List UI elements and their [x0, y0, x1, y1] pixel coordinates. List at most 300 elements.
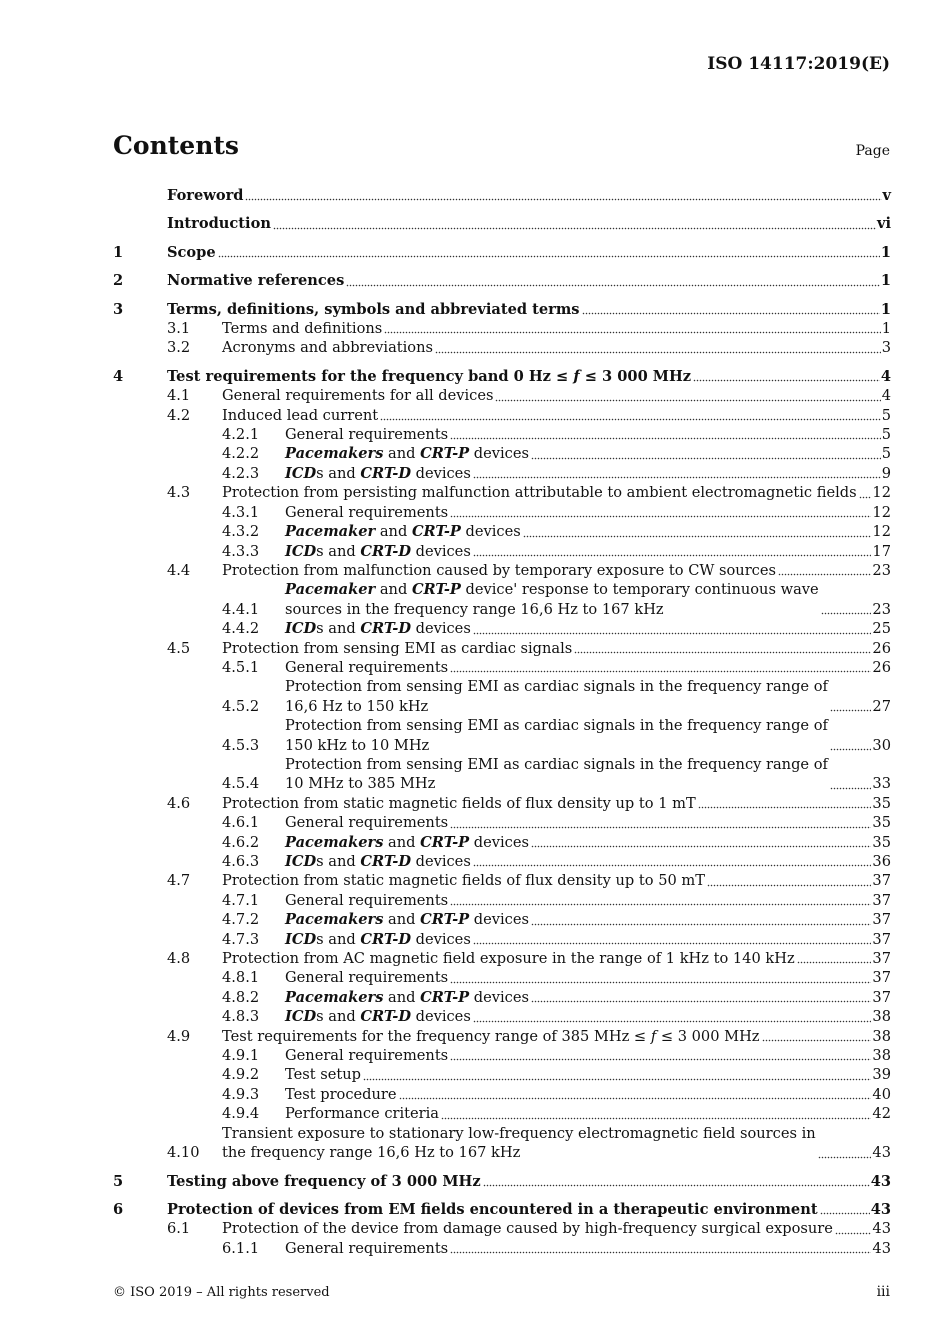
toc-entry-title-continuation: sources in the frequency range 16,6 Hz to 167 kHz [285, 600, 664, 618]
toc-entry-title-part: CRT-D [360, 464, 411, 482]
toc-entry-title-part: Test setup [285, 1066, 361, 1084]
toc-entry[interactable] [113, 386, 891, 405]
toc-entry-body [285, 968, 891, 987]
toc-entry-title-line [285, 1240, 448, 1257]
toc-entry-title [167, 243, 216, 262]
toc-entry[interactable] [113, 542, 891, 561]
toc-dot-leader [435, 351, 881, 354]
toc-entry-body [285, 580, 891, 619]
toc-entry-page: 1 [880, 243, 891, 261]
toc-entry-title-part: CRT-P [420, 833, 470, 851]
toc-entry-title [285, 852, 471, 871]
toc-entry-number: 4.2.3 [222, 464, 260, 482]
toc-entry-page: 37 [872, 988, 891, 1006]
toc-entry-number: 5 [113, 1172, 124, 1190]
toc-entry-title [285, 580, 819, 619]
toc-entry-title-part: s and [316, 464, 361, 482]
toc-entry-title-line [285, 1008, 471, 1025]
toc-entry[interactable] [113, 1239, 891, 1258]
toc-entry-title-line [285, 911, 529, 928]
toc-dot-leader [830, 709, 872, 712]
toc-entry-title [167, 271, 344, 290]
toc-entry-title-part: and [375, 523, 412, 541]
toc-entry-body [222, 319, 891, 338]
toc-entry-title [285, 464, 471, 483]
toc-entry-title-line [285, 1105, 439, 1122]
toc-entry-number: 3 [113, 300, 124, 318]
toc-entry-title-part: Protection from sensing EMI as cardiac signals in the frequency range of [285, 717, 828, 735]
toc-entry-title-part: Pacemakers [285, 833, 384, 851]
toc-entry-body [167, 1200, 891, 1219]
toc-dot-leader [473, 1020, 872, 1023]
toc-entry-number: 6.1.1 [222, 1239, 260, 1257]
toc-entry-title-line [285, 834, 529, 851]
toc-dot-leader [450, 515, 871, 518]
toc-entry-number: 3.1 [167, 320, 191, 338]
toc-entry-title-line [285, 756, 828, 773]
toc-entry-number: 4.6 [167, 794, 191, 812]
toc-entry-body [167, 186, 891, 205]
toc-entry-title-line [222, 950, 795, 967]
toc-entry[interactable] [113, 813, 891, 832]
toc-entry-title [285, 658, 448, 677]
toc-entry-title-line [222, 387, 493, 404]
toc-entry-title [167, 1200, 818, 1219]
toc-entry-page: 36 [872, 853, 891, 870]
toc-entry-title-line [222, 1028, 760, 1045]
toc-entry-title [222, 949, 795, 968]
toc-entry-title [222, 561, 776, 580]
toc-entry-body [285, 891, 891, 910]
toc-dot-leader [450, 981, 871, 984]
toc-entry[interactable] [113, 677, 891, 716]
toc-entry-title-line [167, 368, 691, 385]
toc-entry-title-line [285, 620, 471, 637]
toc-entry[interactable] [113, 988, 891, 1007]
toc-entry-number: 4.8.2 [222, 988, 260, 1006]
toc-entry-title-part: devices [410, 1008, 471, 1026]
toc-entry-body [167, 243, 891, 262]
toc-entry-title-line [222, 320, 382, 337]
toc-entry-title [167, 367, 691, 386]
toc-entry-title-line [222, 407, 378, 424]
toc-entry-title-part: ICD [285, 930, 317, 948]
toc-entry-number: 4.5.3 [222, 736, 260, 754]
toc-entry-title-part: and [383, 833, 421, 851]
toc-entry-title-line [167, 187, 243, 204]
toc-entry-body [285, 930, 891, 949]
toc-entry-page: 23 [872, 561, 891, 579]
toc-entry-page: 43 [872, 1239, 891, 1257]
toc-entry[interactable] [113, 503, 891, 522]
toc-entry[interactable] [113, 755, 891, 794]
toc-entry-number: 4.7 [167, 872, 191, 890]
toc-entry-title [285, 522, 521, 541]
toc-entry-number: 4.6.1 [222, 814, 260, 832]
toc-entry-page: 37 [872, 969, 891, 987]
toc-entry-title [222, 483, 857, 502]
toc-entry-page: 30 [872, 736, 891, 754]
page-column-label: Page [855, 143, 890, 159]
toc-entry-title-part: CRT-P [411, 581, 461, 599]
toc-entry-title-line [222, 795, 696, 812]
toc-entry-title-part: devices [410, 620, 471, 638]
toc-entry-title [222, 1124, 816, 1163]
toc-entry-number: 4.1 [167, 387, 191, 405]
toc-entry-number: 4.7.3 [222, 930, 260, 948]
toc-dot-leader [473, 632, 872, 635]
toc-entry-title-line [167, 215, 271, 232]
toc-entry-number: 4.5 [167, 639, 191, 657]
toc-entry-page: 5 [881, 445, 891, 463]
toc-entry[interactable] [113, 949, 891, 968]
toc-dot-leader [473, 476, 881, 479]
toc-entry-title-line [222, 640, 572, 657]
toc-entry-page: 37 [872, 950, 891, 968]
toc-entry-page: 35 [872, 833, 891, 851]
toc-entry[interactable] [113, 425, 891, 444]
toc-entry-body [222, 386, 891, 405]
toc-entry-title-part: Test procedure [285, 1085, 397, 1103]
toc-entry-title-line [285, 523, 521, 540]
toc-entry-body [285, 988, 891, 1007]
toc-entry-title [285, 930, 471, 949]
toc-entry-title [222, 406, 378, 425]
toc-entry-page: 38 [872, 1047, 891, 1065]
toc-entry-body [285, 425, 891, 444]
toc-entry-title-line [285, 426, 448, 443]
toc-entry-title-part: Foreword [167, 187, 244, 204]
toc-entry[interactable] [113, 561, 891, 580]
toc-entry-body [285, 444, 891, 463]
toc-entry-title [285, 988, 529, 1007]
toc-entry-page: 26 [872, 639, 891, 657]
toc-entry-page: 38 [872, 1027, 891, 1045]
toc-entry-title [285, 1046, 448, 1065]
toc-entry[interactable] [113, 367, 891, 386]
toc-entry-title-part: Pacemaker [285, 523, 376, 541]
toc-entry-number: 4.2.2 [222, 445, 260, 463]
page-number: iii [876, 1284, 890, 1300]
toc-entry[interactable] [113, 658, 891, 677]
toc-dot-leader [574, 651, 871, 654]
toc-entry-page: 27 [872, 697, 891, 715]
toc-dot-leader [245, 198, 881, 201]
toc-entry-title-part: Protection of the device from damage caused by high-frequency surgical exposure [222, 1220, 833, 1238]
toc-dot-leader [273, 227, 876, 230]
toc-entry[interactable] [113, 1219, 891, 1238]
toc-entry-title-line [285, 853, 471, 870]
toc-entry-title-part: ≤ 3 000 MHz [579, 367, 692, 385]
toc-entry-title [285, 542, 471, 561]
toc-entry-title-part: f [573, 367, 580, 385]
toc-entry-title [167, 1172, 481, 1191]
toc-entry[interactable] [113, 794, 891, 813]
toc-dot-leader [450, 1251, 871, 1254]
toc-entry-title [285, 891, 448, 910]
toc-entry-title-part: s and [316, 542, 361, 560]
toc-entry-number: 4.9.2 [222, 1066, 260, 1084]
toc-entry-title-part: and [383, 445, 421, 463]
toc-dot-leader [707, 884, 871, 887]
toc-entry-title-part: General requirements [285, 426, 449, 444]
toc-entry[interactable] [113, 300, 891, 319]
toc-dot-leader [450, 903, 871, 906]
toc-entry-title-part: Test requirements for the frequency range of 385 MHz ≤ [222, 1027, 651, 1045]
toc-dot-leader [698, 806, 872, 809]
toc-entry-number: 4.3.3 [222, 542, 260, 560]
toc-entry-title-part: Protection from persisting malfunction attributable to ambient electromagnetic fields [222, 484, 857, 502]
toc-entry[interactable] [113, 338, 891, 357]
toc-entry-number: 1 [113, 243, 124, 261]
toc-entry-body [285, 813, 891, 832]
toc-entry-title-part: CRT-D [360, 1008, 411, 1026]
toc-entry[interactable] [113, 1124, 891, 1163]
toc-entry-number: 4.5.2 [222, 697, 260, 715]
toc-entry-title-part: CRT-D [360, 853, 411, 870]
toc-entry-title [167, 214, 271, 233]
toc-entry-title-line [285, 892, 448, 909]
toc-entry-title-part: Pacemakers [285, 445, 384, 463]
toc-entry[interactable] [113, 968, 891, 987]
toc-entry-title-part: s and [316, 620, 361, 638]
table-of-contents [113, 186, 891, 1258]
toc-entry-title-line [285, 678, 828, 695]
toc-entry-title-line [285, 1047, 448, 1064]
toc-entry-title-part: Test requirements for the frequency band 0 Hz ≤ [167, 367, 574, 385]
toc-entry-body [285, 677, 891, 716]
toc-entry-number: 4.3.1 [222, 503, 260, 521]
toc-entry-title-part: devices [469, 445, 529, 463]
toc-dot-leader [218, 255, 880, 258]
toc-entry-title-part: General requirements [285, 1239, 449, 1257]
toc-entry-body [285, 716, 891, 755]
toc-entry-page: 43 [870, 1172, 891, 1190]
toc-entry-title-part: General requirements [285, 891, 449, 909]
toc-entry-page: 43 [872, 1144, 891, 1162]
toc-entry-title-part: Protection from malfunction caused by temporary exposure to CW sources [222, 561, 776, 579]
toc-entry-title-line [285, 1066, 361, 1083]
toc-entry-title [222, 871, 705, 890]
toc-entry[interactable] [113, 1104, 891, 1123]
toc-entry[interactable] [113, 716, 891, 755]
toc-entry-title [222, 639, 572, 658]
toc-entry-title-part: ICD [285, 542, 317, 560]
toc-entry-title-part: devices [469, 988, 529, 1006]
toc-entry-title-part: Protection of devices from EM fields encountered in a therapeutic environment [167, 1200, 818, 1218]
toc-entry-page: 33 [872, 775, 891, 793]
toc-entry-title-part: General requirements [285, 503, 449, 521]
toc-entry-page: 12 [872, 503, 891, 521]
toc-entry-title-line [285, 1086, 397, 1103]
toc-entry-title-part: CRT-D [360, 542, 411, 560]
toc-entry[interactable] [113, 464, 891, 483]
toc-entry-number: 4.10 [167, 1144, 200, 1162]
toc-entry-body [285, 852, 891, 871]
toc-entry-page: 37 [872, 891, 891, 909]
toc-entry-title-part: Pacemakers [285, 988, 384, 1006]
copyright-notice: © ISO 2019 – All rights reserved [113, 1285, 330, 1300]
toc-entry-body [285, 522, 891, 541]
toc-dot-leader [450, 1058, 871, 1061]
toc-entry-body [222, 871, 891, 890]
toc-entry[interactable] [113, 1007, 891, 1026]
toc-entry[interactable] [113, 930, 891, 949]
toc-entry-number: 4.5.1 [222, 658, 260, 676]
toc-entry-number: 4.6.2 [222, 833, 260, 851]
toc-dot-leader [483, 1184, 870, 1187]
toc-entry[interactable] [113, 1027, 891, 1046]
toc-entry[interactable] [113, 1065, 891, 1084]
toc-entry-number: 6.1 [167, 1220, 191, 1238]
toc-entry[interactable] [113, 444, 891, 463]
toc-entry-page: vi [876, 215, 891, 233]
toc-entry-title-continuation: 16,6 Hz to 150 kHz [285, 697, 429, 715]
toc-entry-title-part: Acronyms and abbreviations [222, 339, 433, 357]
toc-entry-title-line [285, 504, 448, 521]
toc-entry-page: 39 [872, 1066, 891, 1084]
toc-entry-title-part: Protection from sensing EMI as cardiac signals [222, 639, 573, 657]
toc-entry-title-part: devices [410, 853, 471, 870]
toc-entry[interactable] [113, 214, 891, 233]
toc-entry-title [222, 794, 696, 813]
toc-dot-leader [473, 554, 872, 557]
toc-dot-leader [797, 961, 872, 964]
toc-entry-title-part: devices [469, 911, 529, 929]
toc-entry-number: 4.2.1 [222, 426, 260, 444]
toc-entry[interactable] [113, 243, 891, 262]
toc-entry-page: 25 [872, 620, 891, 638]
toc-entry[interactable] [113, 619, 891, 638]
toc-entry-number: 4.5.4 [222, 775, 260, 793]
toc-entry-body [285, 755, 891, 794]
toc-entry-body [222, 483, 891, 502]
toc-entry-title [285, 813, 448, 832]
toc-entry[interactable] [113, 580, 891, 619]
toc-entry-title [222, 386, 493, 405]
toc-entry-body [222, 338, 891, 357]
toc-entry-title-part: s and [316, 1008, 361, 1026]
toc-entry-page: 38 [872, 1008, 891, 1026]
toc-entry[interactable] [113, 891, 891, 910]
toc-dot-leader [346, 284, 880, 287]
toc-entry-title-line [285, 659, 448, 676]
toc-entry-page: 23 [872, 600, 891, 618]
toc-entry[interactable] [113, 271, 891, 290]
toc-entry-title-part: General requirements [285, 969, 449, 987]
toc-entry[interactable] [113, 1046, 891, 1065]
toc-entry-body [285, 619, 891, 638]
toc-entry-title-part: Transient exposure to stationary low-frequency electromagnetic field sources in [222, 1124, 816, 1142]
toc-entry-title-line [222, 872, 705, 889]
toc-entry[interactable] [113, 1172, 891, 1191]
toc-dot-leader [363, 1078, 871, 1081]
toc-entry-number: 4.4.1 [222, 600, 260, 618]
toc-entry-title-part: devices [410, 464, 471, 482]
toc-entry-title-part: Protection from static magnetic fields of flux density up to 50 mT [222, 872, 705, 890]
toc-entry-title-part: General requirements [285, 814, 449, 832]
toc-entry-title-part: Pacemakers [285, 911, 384, 929]
toc-entry-body [285, 910, 891, 929]
toc-dot-leader [450, 826, 871, 829]
toc-entry-title-line [222, 339, 433, 356]
toc-entry-number: 4.2 [167, 406, 191, 424]
toc-entry-page: 35 [872, 814, 891, 832]
toc-entry[interactable] [113, 871, 891, 890]
toc-entry-body [285, 658, 891, 677]
toc-entry-number: 3.2 [167, 339, 191, 357]
toc-entry-title-part: ICD [285, 464, 317, 482]
toc-entry-number: 4.4.2 [222, 620, 260, 638]
toc-entry-title-line [285, 931, 471, 948]
toc-entry-title [222, 338, 433, 357]
toc-entry[interactable] [113, 1085, 891, 1104]
toc-entry-title-part: Performance criteria [285, 1105, 439, 1123]
toc-entry-body [285, 1065, 891, 1084]
toc-entry-title-line [285, 465, 471, 482]
toc-entry-number: 4.4 [167, 561, 191, 579]
toc-entry-page: 3 [881, 339, 891, 357]
toc-entry-title-part: Protection from static magnetic fields of flux density up to 1 mT [222, 794, 696, 812]
toc-entry-title [285, 1065, 361, 1084]
toc-entry-page: 12 [872, 523, 891, 541]
toc-entry-page: 42 [872, 1105, 891, 1123]
toc-entry-title-part: devices [410, 542, 471, 560]
toc-entry-body [285, 1007, 891, 1026]
toc-entry-title-part: CRT-P [411, 523, 461, 541]
toc-entry-title-line [167, 272, 344, 289]
toc-entry-title-line [167, 301, 580, 318]
toc-entry-body [222, 406, 891, 425]
toc-entry-title [285, 1085, 397, 1104]
toc-entry-title-line [222, 1125, 816, 1142]
toc-entry-body [222, 1219, 891, 1238]
toc-dot-leader [523, 535, 872, 538]
toc-entry-page: 1 [880, 300, 891, 318]
toc-entry[interactable] [113, 910, 891, 929]
toc-entry-title [285, 1239, 448, 1258]
toc-entry-number: 4.9 [167, 1027, 191, 1045]
toc-entry[interactable] [113, 186, 891, 205]
toc-entry-title-part: General requirements [285, 658, 449, 676]
toc-entry-title-part: ICD [285, 1008, 317, 1026]
toc-entry-number: 2 [113, 272, 124, 290]
toc-entry-body [222, 1124, 891, 1163]
toc-entry-body [167, 300, 891, 319]
toc-entry-title-part: and [383, 911, 421, 929]
toc-entry[interactable] [113, 1200, 891, 1219]
toc-entry[interactable] [113, 852, 891, 871]
toc-entry-number: 4 [113, 367, 124, 385]
toc-entry-page: 4 [880, 367, 891, 385]
toc-entry-title-part: Terms and definitions [222, 320, 383, 338]
toc-entry[interactable] [113, 406, 891, 425]
toc-entry-title-continuation: the frequency range 16,6 Hz to 167 kHz [222, 1144, 521, 1162]
toc-entry-title-part: ICD [285, 853, 317, 870]
toc-entry[interactable] [113, 319, 891, 338]
toc-entry[interactable] [113, 522, 891, 541]
toc-entry-title-part: devices [410, 930, 471, 948]
toc-dot-leader [531, 457, 881, 460]
toc-entry[interactable] [113, 639, 891, 658]
toc-entry[interactable] [113, 483, 891, 502]
toc-entry[interactable] [113, 833, 891, 852]
toc-entry-title-part: CRT-P [420, 911, 470, 929]
toc-entry-title [222, 1027, 760, 1046]
toc-dot-leader [495, 399, 880, 402]
toc-entry-page: 12 [872, 484, 891, 502]
toc-entry-page: 43 [872, 1220, 891, 1238]
